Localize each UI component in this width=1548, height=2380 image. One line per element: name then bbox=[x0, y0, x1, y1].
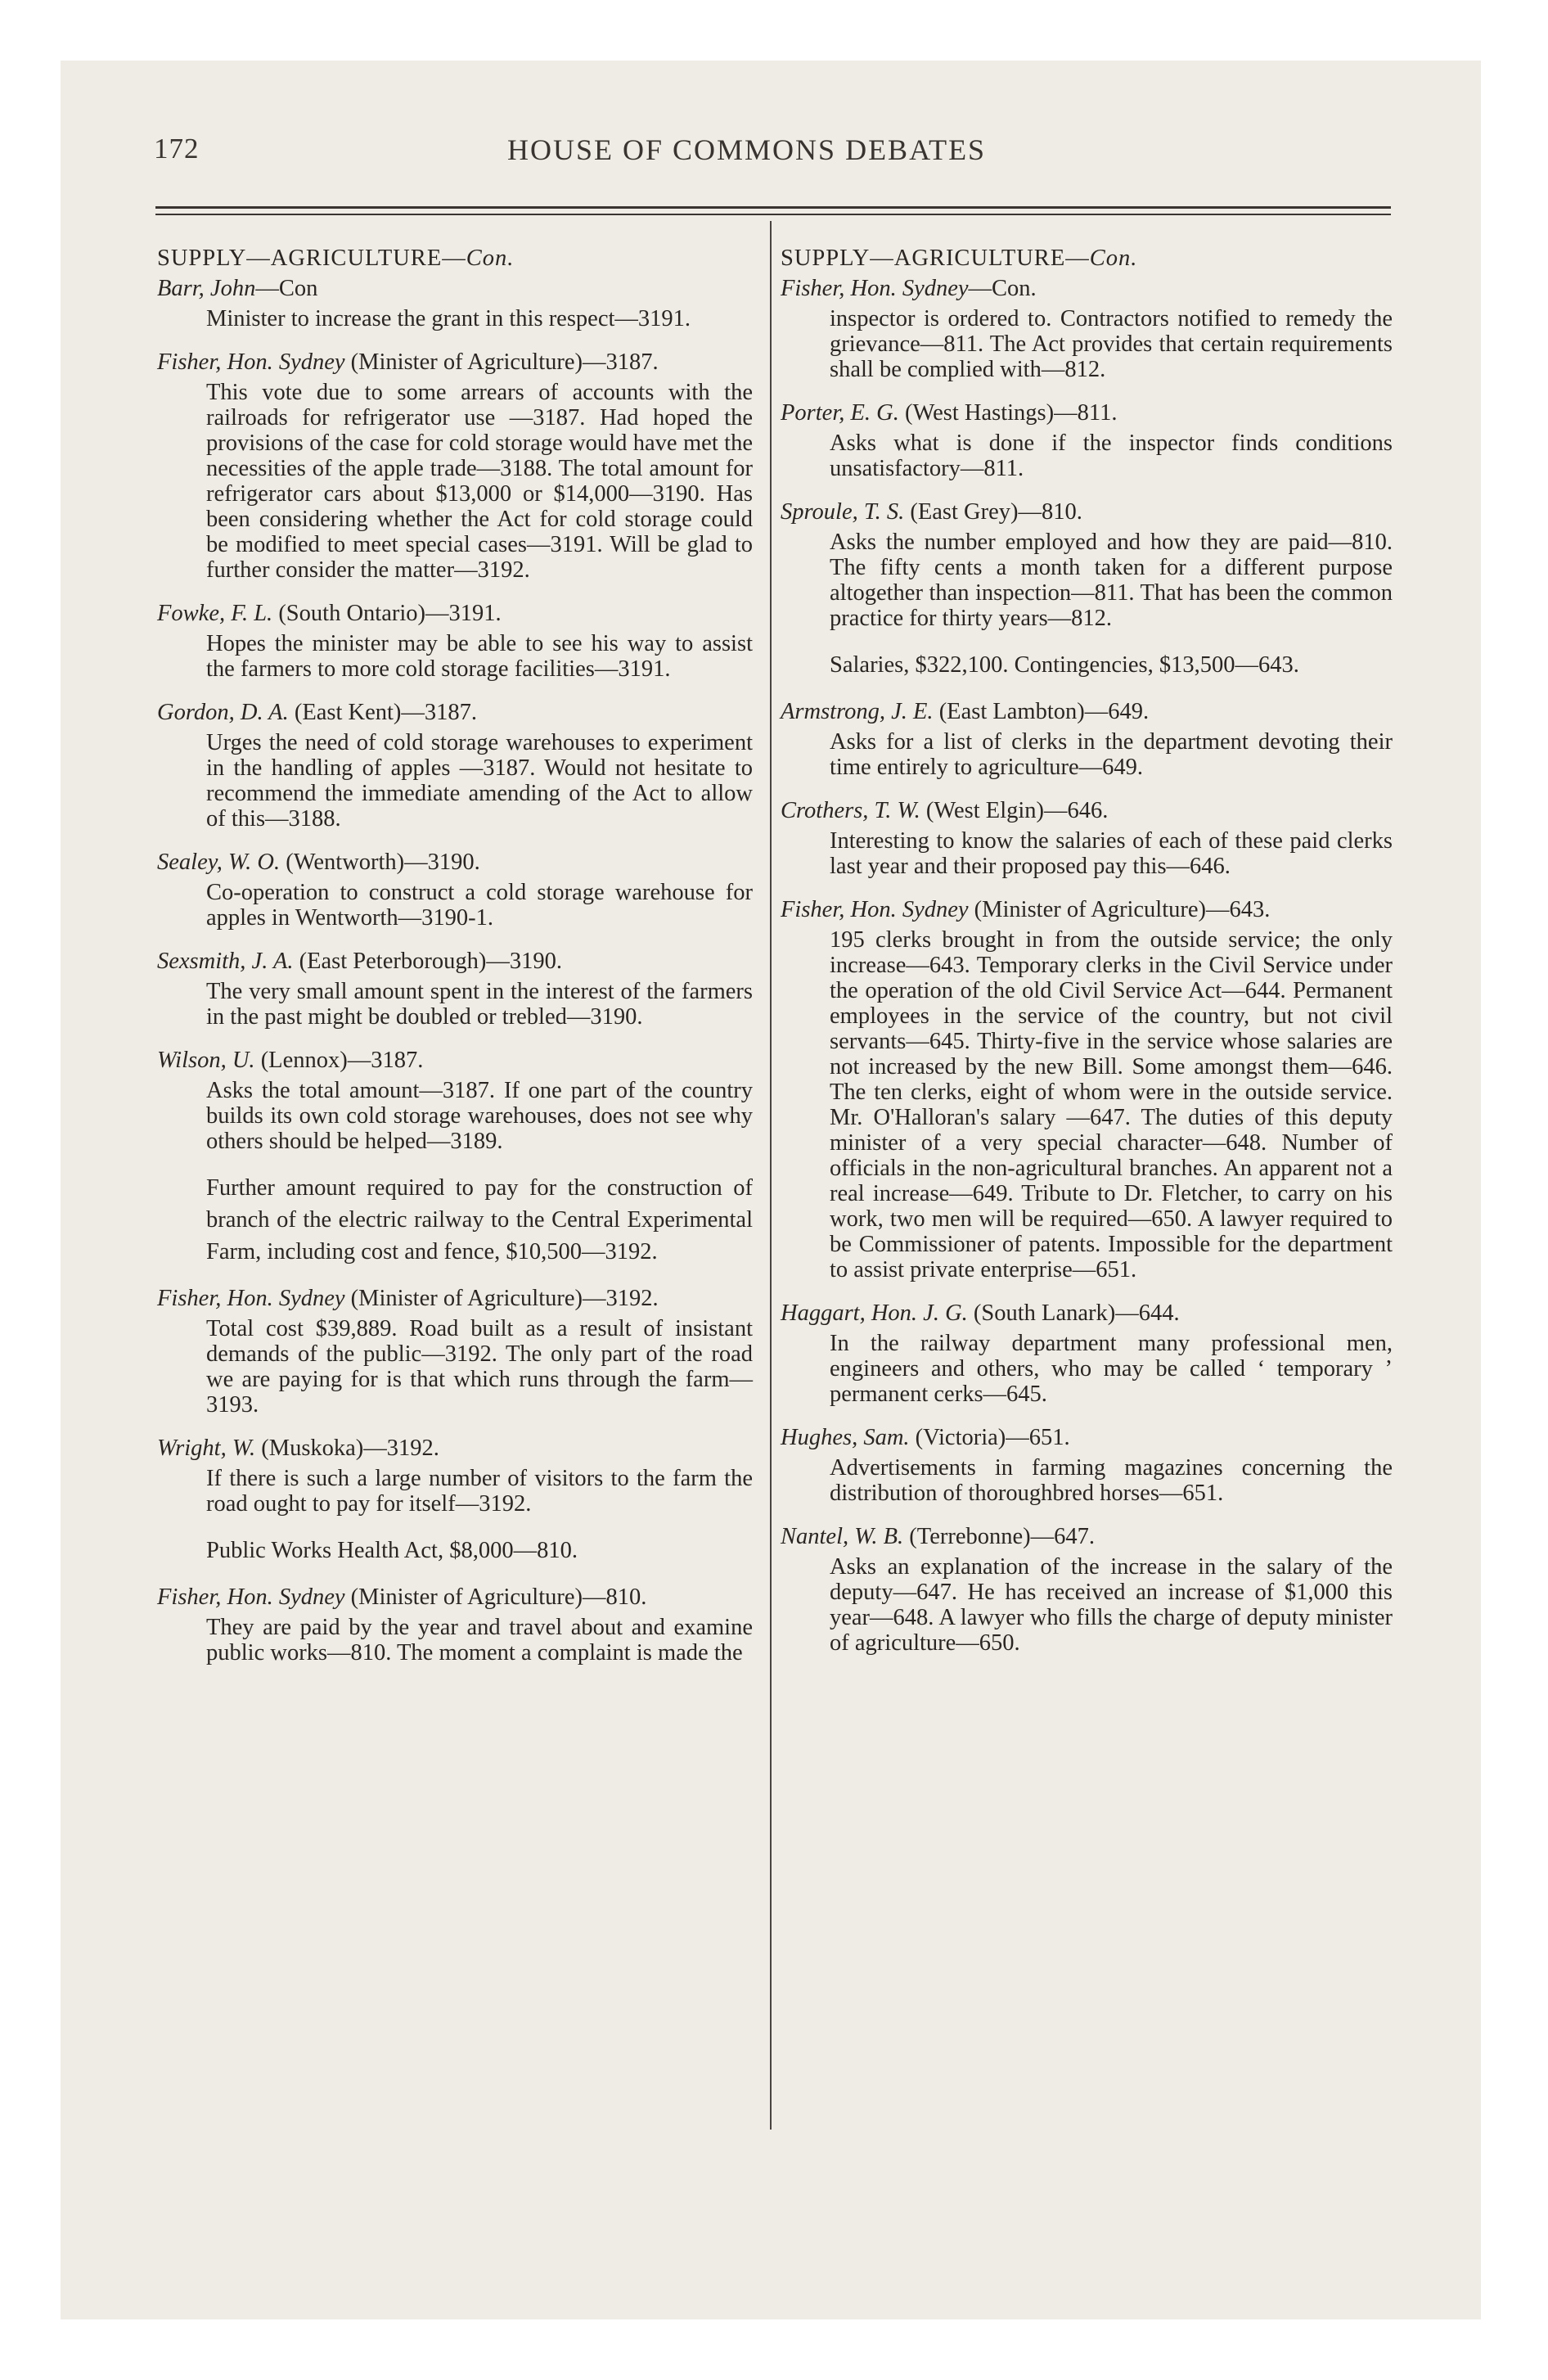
speaker-entry bbox=[781, 1425, 1393, 1506]
speaker-name: Armstrong, J. E. bbox=[781, 699, 934, 724]
speaker-line bbox=[157, 949, 753, 974]
speaker-line bbox=[781, 400, 1393, 426]
speaker-line bbox=[781, 1425, 1393, 1450]
entry-text: Advertisements in farming magazines concerning the distribution of thoroughbred horses—651. bbox=[830, 1455, 1393, 1506]
speaker-name: Fowke, F. L. bbox=[157, 601, 273, 626]
speaker-entry bbox=[781, 276, 1393, 382]
speaker-line bbox=[157, 850, 753, 875]
page-number: 172 bbox=[154, 133, 200, 165]
entry-text: Asks an explanation of the increase in the salary of the deputy—647. He has received an increase of $1,000 this year—648. A lawyer who fills the charge of deputy minister of agriculture—650. bbox=[830, 1554, 1393, 1656]
speaker-name: Wilson, U. bbox=[157, 1048, 255, 1073]
speaker-detail: (East Peterborough)—3190. bbox=[293, 949, 562, 974]
speaker-line bbox=[157, 1584, 753, 1610]
speaker-entry bbox=[157, 1286, 753, 1418]
entry-text: Co-operation to construct a cold storage warehouse for apples in Wentworth—3190-1. bbox=[206, 880, 753, 931]
column-divider bbox=[770, 221, 772, 2130]
speaker-line bbox=[781, 1300, 1393, 1326]
speaker-line bbox=[157, 276, 753, 301]
entry-text: Asks the number employed and how they are paid—810. The fifty cents a month taken for a different purpose altogether than inspection—811. That has been the common practice for thirty years—812. bbox=[830, 530, 1393, 631]
speaker-entry bbox=[157, 349, 753, 583]
section-title: SUPPLY—AGRICULTURE— bbox=[781, 246, 1090, 271]
right-column bbox=[781, 246, 1393, 1674]
entry-text: Hopes the minister may be able to see his way to assist the farmers to more cold storage facilities—3191. bbox=[206, 631, 753, 682]
speaker-name: Gordon, D. A. bbox=[157, 700, 289, 725]
speaker-detail: (East Grey)—810. bbox=[904, 499, 1082, 525]
entry-text: Minister to increase the grant in this respect—3191. bbox=[206, 306, 691, 331]
entry-text: The very small amount spent in the interest of the farmers in the past might be doubled or trebled—3190. bbox=[206, 979, 753, 1030]
speaker-detail: (East Kent)—3187. bbox=[288, 700, 478, 725]
speaker-entry bbox=[781, 699, 1393, 780]
speaker-detail: (Wentworth)—3190. bbox=[280, 850, 480, 875]
speaker-line bbox=[157, 601, 753, 626]
speaker-entry bbox=[157, 1436, 753, 1517]
section-title: SUPPLY—AGRICULTURE— bbox=[157, 246, 466, 271]
speaker-detail: (Muskoka)—3192. bbox=[255, 1436, 439, 1461]
entry-text: In the railway department many professional men, engineers and others, who may be called ‘ temporary ’ permanent cerks—645. bbox=[830, 1331, 1393, 1407]
speaker-entry bbox=[781, 798, 1393, 879]
speaker-line bbox=[781, 699, 1393, 724]
speaker-entry bbox=[781, 400, 1393, 481]
speaker-line bbox=[157, 1286, 753, 1311]
speaker-detail: (West Hastings)—811. bbox=[898, 400, 1118, 426]
section-cont: Con. bbox=[466, 246, 515, 271]
speaker-name: Fisher, Hon. Sydney bbox=[157, 1286, 345, 1311]
speaker-detail: (Lennox)—3187. bbox=[254, 1048, 424, 1073]
entry-text: Interesting to know the salaries of each of these paid clerks last year and their proposed pay this—646. bbox=[830, 828, 1393, 879]
speaker-name: Fisher, Hon. Sydney bbox=[781, 276, 969, 301]
section-heading bbox=[781, 246, 1393, 271]
speaker-name: Sproule, T. S. bbox=[781, 499, 905, 525]
speaker-detail: (Terrebonne)—647. bbox=[903, 1524, 1095, 1549]
speaker-name: Porter, E. G. bbox=[781, 400, 899, 426]
speaker-detail: (East Lambton)—649. bbox=[933, 699, 1150, 724]
speaker-entry bbox=[157, 949, 753, 1030]
left-column bbox=[157, 246, 753, 1684]
speaker-detail: (Minister of Agriculture)—643. bbox=[968, 897, 1271, 922]
entry-text: inspector is ordered to. Contractors notified to remedy the grievance—811. The Act provides that certain requirements shall be complied with—812. bbox=[830, 306, 1393, 382]
speaker-detail: —Con. bbox=[968, 276, 1037, 301]
speaker-line bbox=[781, 798, 1393, 823]
header-rule-thin bbox=[155, 214, 1391, 215]
speaker-entry bbox=[157, 601, 753, 682]
supply-item: Public Works Health Act, $8,000—810. bbox=[206, 1538, 578, 1563]
entry-text: They are paid by the year and travel about and examine public works—810. The moment a complaint is made the bbox=[206, 1615, 753, 1666]
speaker-detail: (South Ontario)—3191. bbox=[272, 601, 502, 626]
speaker-entry bbox=[781, 897, 1393, 1282]
speaker-name: Sexsmith, J. A. bbox=[157, 949, 294, 974]
speaker-name: Crothers, T. W. bbox=[781, 798, 920, 823]
speaker-name: Fisher, Hon. Sydney bbox=[781, 897, 969, 922]
entry-text: If there is such a large number of visitors to the farm the road ought to pay for itself—3192. bbox=[206, 1466, 753, 1517]
speaker-line bbox=[781, 1524, 1393, 1549]
speaker-entry bbox=[157, 850, 753, 931]
entry-text: Asks the total amount—3187. If one part of the country builds its own cold storage warehouses, does not see why others should be helped—3189. bbox=[206, 1078, 753, 1154]
speaker-name: Fisher, Hon. Sydney bbox=[157, 349, 345, 375]
speaker-name: Sealey, W. O. bbox=[157, 850, 281, 875]
entry-text: Total cost $39,889. Road built as a result of insistant demands of the public—3192. The only part of the road we are paying for is that which runs through the farm—3193. bbox=[206, 1316, 753, 1418]
speaker-entry bbox=[157, 276, 753, 331]
supply-item: Further amount required to pay for the construction of branch of the electric railway to the Central Experimental Farm, including cost and fence, $10,500—3192. bbox=[206, 1175, 753, 1264]
speaker-detail: (Minister of Agriculture)—810. bbox=[344, 1584, 647, 1610]
speaker-detail: (West Elgin)—646. bbox=[920, 798, 1109, 823]
speaker-line bbox=[157, 349, 753, 375]
speaker-detail: (South Lanark)—644. bbox=[967, 1300, 1180, 1326]
speaker-detail: (Minister of Agriculture)—3192. bbox=[344, 1286, 659, 1311]
speaker-entry bbox=[781, 499, 1393, 631]
speaker-line bbox=[157, 1436, 753, 1461]
speaker-entry bbox=[157, 1048, 753, 1154]
header-rule-thick bbox=[155, 206, 1391, 209]
speaker-name: Nantel, W. B. bbox=[781, 1524, 904, 1549]
speaker-entry bbox=[157, 700, 753, 832]
speaker-entry bbox=[157, 1584, 753, 1666]
speaker-detail: (Minister of Agriculture)—3187. bbox=[344, 349, 659, 375]
speaker-name: Haggart, Hon. J. G. bbox=[781, 1300, 968, 1326]
speaker-name: Wright, W. bbox=[157, 1436, 256, 1461]
entry-text: Asks what is done if the inspector finds conditions unsatisfactory—811. bbox=[830, 430, 1393, 481]
entry-text: This vote due to some arrears of accounts with the railroads for refrigerator use —3187. Had hoped the provisions of the case for cold storage would have met the necessities of the apple trade—3188. The total amount for refrigerator cars about $13,000 or $14,000—3190. Has been considering whether the Act for cold storage could be modified to meet special cases—3191. Will be glad to further consider the matter—3192. bbox=[206, 380, 753, 583]
section-cont: Con. bbox=[1089, 246, 1138, 271]
speaker-detail: (Victoria)—651. bbox=[909, 1425, 1070, 1450]
speaker-name: Hughes, Sam. bbox=[781, 1425, 910, 1450]
speaker-entry bbox=[781, 1300, 1393, 1407]
speaker-entry bbox=[781, 1524, 1393, 1656]
speaker-line bbox=[157, 1048, 753, 1073]
supply-item: Salaries, $322,100. Contingencies, $13,500—643. bbox=[830, 652, 1299, 678]
entry-text: Asks for a list of clerks in the department devoting their time entirely to agriculture—649. bbox=[830, 729, 1393, 780]
speaker-name: Fisher, Hon. Sydney bbox=[157, 1584, 345, 1610]
speaker-name: Barr, John bbox=[157, 276, 256, 301]
entry-text: 195 clerks brought in from the outside service; the only increase—643. Temporary clerks in the Civil Service under the operation of the old Civil Service Act—644. Permanent employees in the service of the country, but not civil servants—645. Thirty-five in the service whose salaries are not increased by the new Bill. Some amongst them—646. The ten clerks, eight of whom were in the outside service. Mr. O'Halloran's salary —647. The duties of this deputy minister of a very special character—648. Number of officials in the non-agricultural branches. An apparent not a real increase—649. Tribute to Dr. Fletcher, to carry on his work, two men will be required—650. A lawyer required to be Commissioner of patents. Impossible for the department to assist private enterprise—651. bbox=[830, 927, 1393, 1282]
speaker-line bbox=[781, 499, 1393, 525]
entry-text: Urges the need of cold storage warehouses to experiment in the handling of apples —3187. Would not hesitate to recommend the immediate amending of the Act to allow of this—3188. bbox=[206, 730, 753, 832]
speaker-line bbox=[781, 276, 1393, 301]
page-title: HOUSE OF COMMONS DEBATES bbox=[507, 133, 987, 166]
speaker-detail: —Con bbox=[255, 276, 318, 301]
section-heading bbox=[157, 246, 753, 271]
speaker-line bbox=[781, 897, 1393, 922]
speaker-line bbox=[157, 700, 753, 725]
